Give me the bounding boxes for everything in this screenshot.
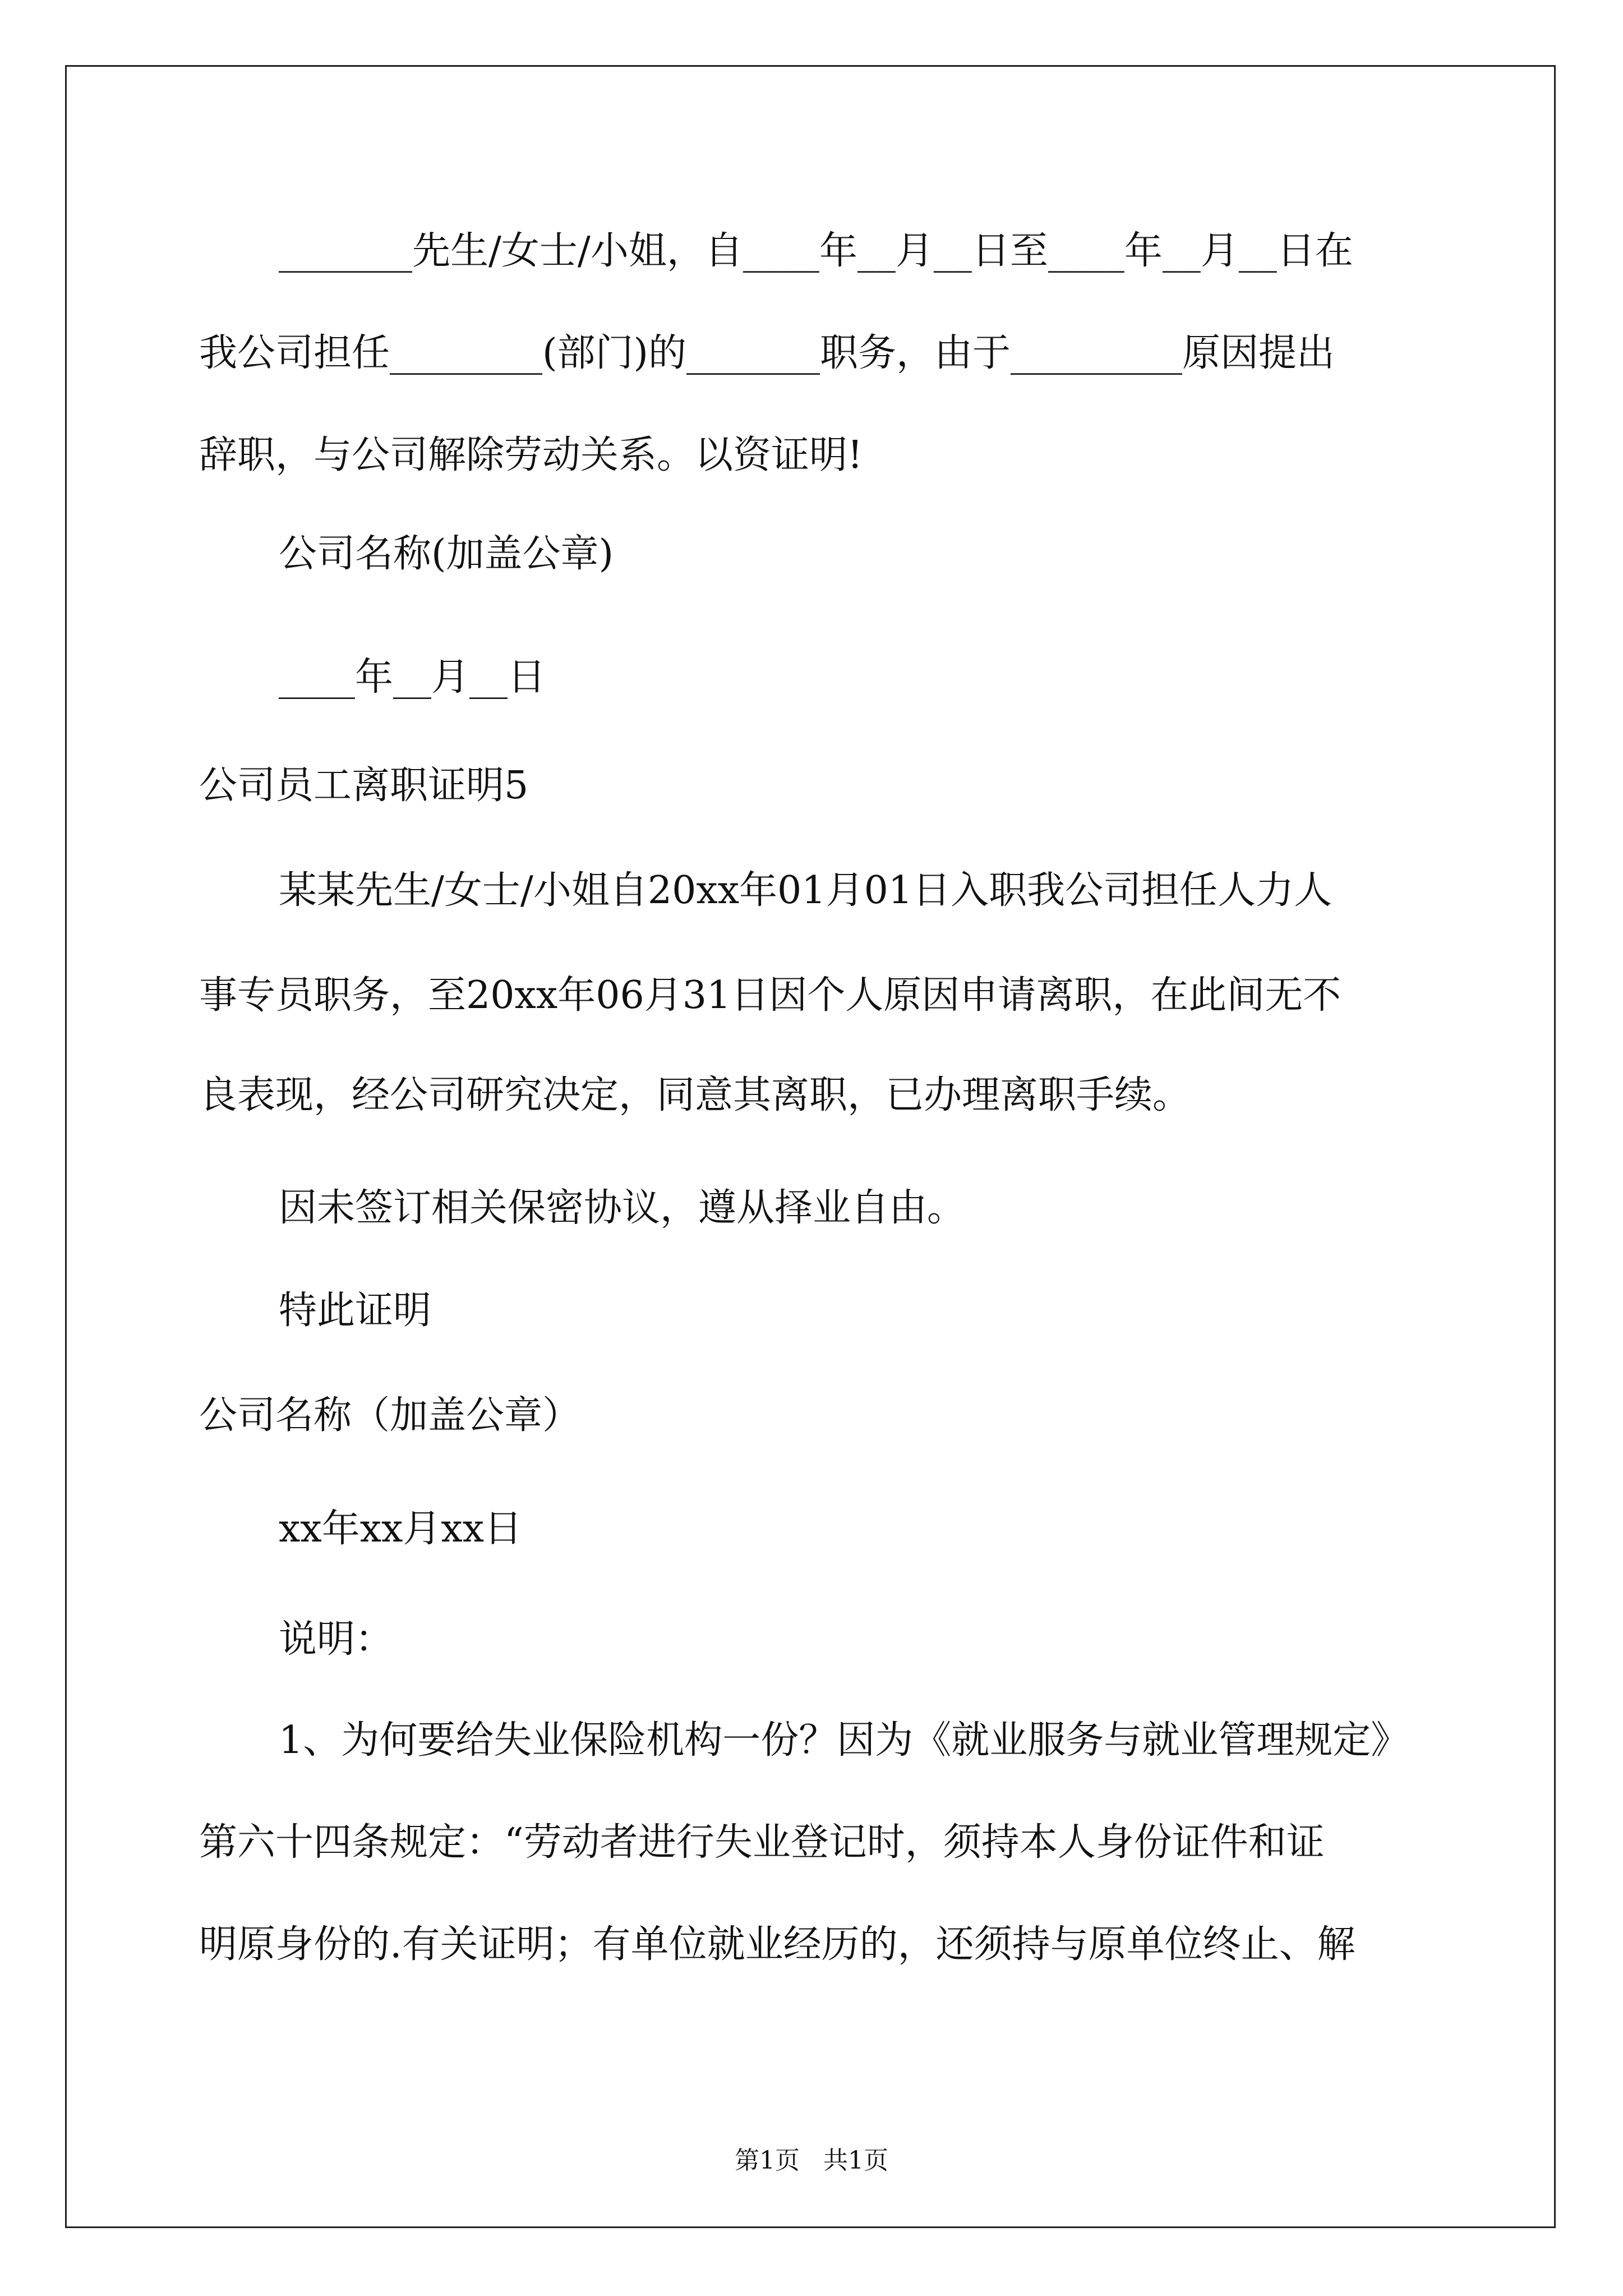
paragraph-line: 良表现，经公司研究决定，同意其离职，已办理离职手续。	[199, 1073, 1191, 1117]
paragraph-line: 因未签订相关保密协议，遵从择业自由。	[279, 1186, 966, 1230]
page-border	[65, 65, 1556, 2228]
paragraph-line: 第六十四条规定：“劳动者进行失业登记时，须持本人身份证件和证	[199, 1820, 1325, 1865]
signature-company-name: 公司名称(加盖公章)	[279, 532, 614, 576]
section-heading: 公司员工离职证明5	[199, 763, 529, 808]
signature-company-name: 公司名称（加盖公章）	[199, 1393, 581, 1438]
paragraph-line: 事专员职务，至20xx年06月31日因个人原因申请离职，在此间无不	[199, 973, 1341, 1018]
paragraph-line: 辞职，与公司解除劳动关系。以资证明!	[199, 433, 863, 477]
paragraph-line: 特此证明	[279, 1289, 432, 1333]
paragraph-line: 1、为何要给失业保险机构一份？因为《就业服务与就业管理规定》	[279, 1718, 1409, 1763]
page-number-footer: 第1页 共1页	[735, 2146, 888, 2175]
signature-date: xx年xx月xx日	[279, 1507, 523, 1551]
paragraph-line: 明原身份的.有关证明；有单位就业经历的，还须持与原单位终止、解	[199, 1922, 1355, 1967]
note-heading: 说明：	[279, 1617, 394, 1662]
paragraph-line: _______先生/女士/小姐，自____年__月__日至____年__月__日在	[279, 229, 1353, 273]
signature-date: ____年__月__日	[279, 655, 546, 700]
paragraph-line: 我公司担任________(部门)的_______职务，由于_________原因提出	[199, 331, 1335, 375]
paragraph-line: 某某先生/女士/小姐自20xx年01月01日入职我公司担任人力人	[279, 868, 1332, 913]
